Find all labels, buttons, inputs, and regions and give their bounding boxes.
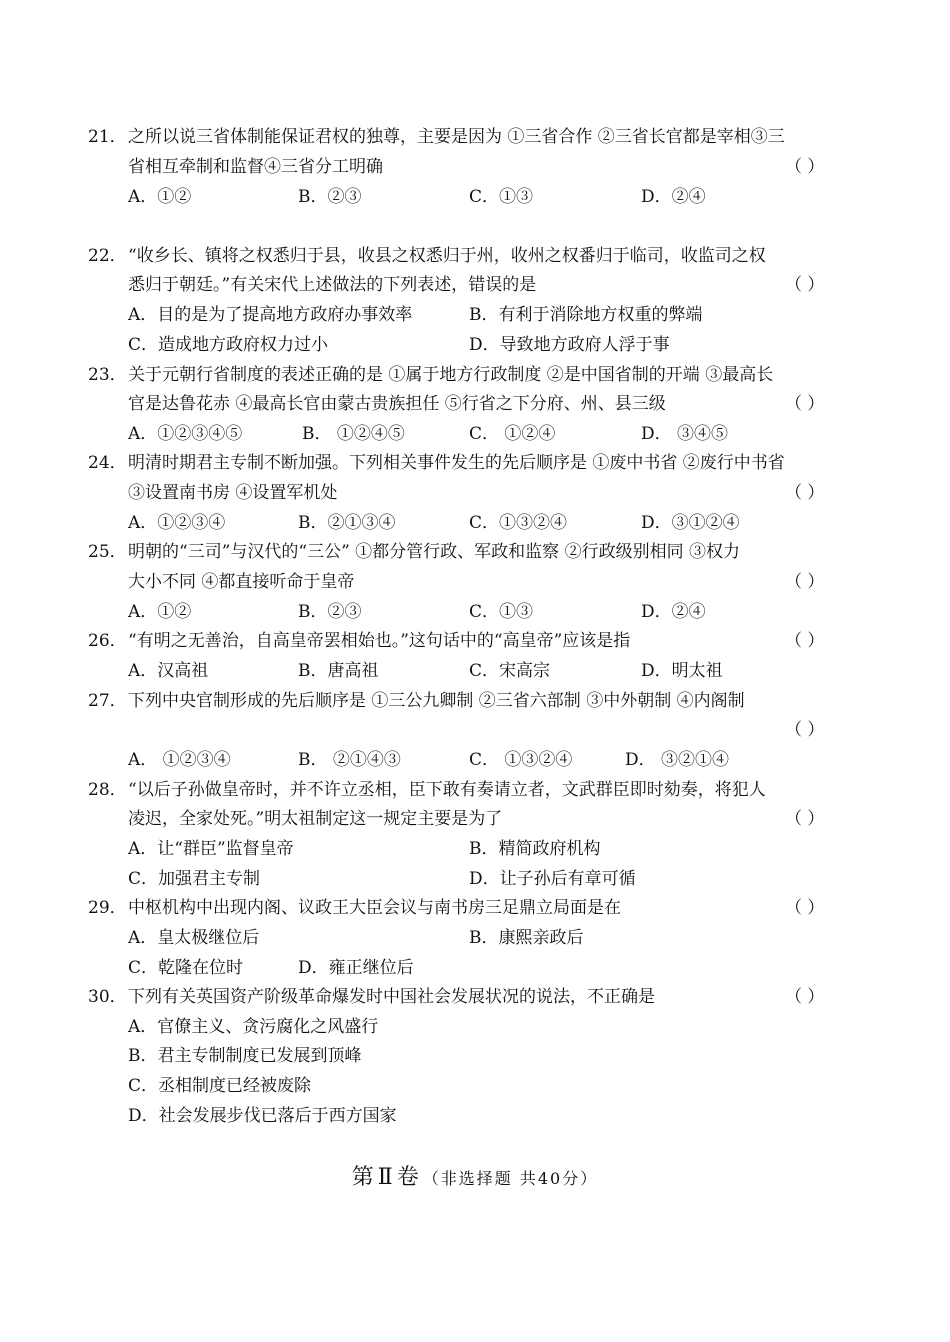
option-c: C．丞相制度已经被废除 [128, 1076, 312, 1096]
question-number: 28． [88, 780, 127, 800]
question-22-line-2 [88, 272, 868, 298]
question-text: 明朝的“三司”与汉代的“三公” ①都分管行政、军政和监察 ②行政级别相同 ③权力 [128, 542, 740, 562]
option-a: A．①② [128, 602, 192, 622]
answer-bracket: （ ） [785, 898, 825, 918]
option-c: C．①③ [469, 602, 534, 622]
section-subtitle: （非选择题 共40分） [422, 1169, 599, 1188]
question-28-line-2 [88, 806, 868, 832]
answer-bracket: （ ） [785, 483, 825, 503]
question-22-options-2 [88, 332, 868, 358]
question-28-options-1 [88, 836, 868, 862]
question-25-options [88, 599, 868, 625]
question-25-line-2 [88, 569, 868, 595]
question-number: 29． [88, 898, 127, 918]
question-29-line-1 [88, 895, 868, 921]
question-text: 明清时期君主专制不断加强。下列相关事件发生的先后顺序是 ①废中书省 ②废行中书省 [128, 453, 785, 473]
option-d: D．雍正继位后 [298, 958, 414, 978]
option-c: C．宋高宗 [469, 661, 551, 681]
question-26-options [88, 658, 868, 684]
section-title: 第Ⅱ卷 [351, 1165, 423, 1190]
question-24-line-2 [88, 480, 868, 506]
option-c: C． ①②④ [469, 424, 556, 444]
option-b: B．②③ [298, 602, 362, 622]
question-text: “有明之无善治，自高皇帝罢相始也。”这句话中的“高皇帝”应该是指 [128, 631, 631, 651]
question-text: 官是达鲁花赤 ④最高长官由蒙古贵族担任 ⑤行省之下分府、州、县三级 [128, 394, 666, 414]
question-21-line-2 [88, 154, 868, 180]
question-text: 凌迟，全家处死。”明太祖制定这一规定主要是为了 [128, 809, 503, 829]
option-c: C． ①③②④ [469, 750, 573, 770]
option-a: A．①②③④ [128, 513, 226, 533]
question-text: 悉归于朝廷。”有关宋代上述做法的下列表述，错误的是 [128, 275, 537, 295]
question-29-options-2 [88, 955, 868, 981]
option-c: C．造成地方政府权力过小 [128, 335, 329, 355]
question-30-option-d [88, 1103, 868, 1129]
option-b: B．②①③④ [298, 513, 396, 533]
question-text: 中枢机构中出现内阁、议政王大臣会议与南书房三足鼎立局面是在 [128, 898, 621, 918]
question-30-line-1 [88, 984, 868, 1010]
answer-bracket: （ ） [785, 987, 825, 1007]
option-b: B．②③ [298, 187, 362, 207]
option-a: A．汉高祖 [128, 661, 209, 681]
question-28-line-1 [88, 777, 868, 803]
answer-bracket: （ ） [785, 275, 825, 295]
option-d: D．让子孙后有章可循 [469, 869, 636, 889]
option-a: A．皇太极继位后 [128, 928, 260, 948]
option-d: D．③①②④ [641, 513, 740, 533]
option-d: D． ③④⑤ [641, 424, 729, 444]
question-30-option-c [88, 1073, 868, 1099]
option-d: D．②④ [641, 187, 706, 207]
question-number: 25． [88, 542, 127, 562]
question-number: 21． [88, 127, 127, 147]
option-c: C．乾隆在位时 [128, 958, 244, 978]
question-24-options [88, 510, 868, 536]
option-b: B．精简政府机构 [469, 839, 601, 859]
question-29-options-1 [88, 925, 868, 951]
option-c: C．①③②④ [469, 513, 568, 533]
answer-bracket: （ ） [785, 631, 825, 651]
option-d: D．明太祖 [641, 661, 723, 681]
option-c: C．①③ [469, 187, 534, 207]
question-23-options [88, 421, 868, 447]
question-text: “收乡长、镇将之权悉归于县，收县之权悉归于州，收州之权番归于临司，收监司之权 [128, 246, 766, 266]
option-a: A．官僚主义、贪污腐化之风盛行 [128, 1017, 379, 1037]
answer-bracket: （ ） [785, 809, 825, 829]
question-number: 26． [88, 631, 127, 651]
question-27-options [88, 747, 868, 773]
option-d: D． ③②①④ [625, 750, 730, 770]
question-number: 24． [88, 453, 127, 473]
option-a: A．目的是为了提高地方政府办事效率 [128, 305, 413, 325]
question-number: 30． [88, 987, 127, 1007]
question-23-line-2 [88, 391, 868, 417]
question-28-options-2 [88, 866, 868, 892]
question-25-line-1 [88, 539, 868, 565]
option-b: B．君主专制制度已发展到顶峰 [128, 1046, 362, 1066]
section-heading [0, 1160, 950, 1191]
option-b: B．有利于消除地方权重的弊端 [469, 305, 703, 325]
answer-bracket: （ ） [785, 157, 825, 177]
question-27-line-1 [88, 688, 868, 714]
option-d: D．社会发展步伐已落后于西方国家 [128, 1106, 397, 1126]
question-27-line-2 [88, 717, 868, 743]
question-24-line-1 [88, 450, 868, 476]
question-text: 省相互牵制和监督④三省分工明确 [128, 157, 383, 177]
answer-bracket: （ ） [785, 720, 825, 740]
question-21-options [88, 184, 868, 210]
question-text: 大小不同 ④都直接听命于皇帝 [128, 572, 355, 592]
question-22-options-1 [88, 302, 868, 328]
question-30-option-a [88, 1014, 868, 1040]
question-text: “以后子孙做皇帝时，并不许立丞相，臣下敢有奏请立者，文武群臣即时劾奏，将犯人 [128, 780, 766, 800]
option-d: D．②④ [641, 602, 706, 622]
option-d: D．导致地方政府人浮于事 [469, 335, 670, 355]
question-text: 关于元朝行省制度的表述正确的是 ①属于地方行政制度 ②是中国省制的开端 ③最高长 [128, 365, 774, 385]
question-number: 22． [88, 246, 127, 266]
question-21-line-1 [88, 124, 868, 150]
option-b: B． ②①④③ [298, 750, 401, 770]
question-text: ③设置南书房 ④设置军机处 [128, 483, 338, 503]
question-number: 27． [88, 691, 127, 711]
option-c: C．加强君主专制 [128, 869, 261, 889]
question-30-option-b [88, 1043, 868, 1069]
option-b: B．唐高祖 [298, 661, 379, 681]
question-22-line-1 [88, 243, 868, 269]
option-a: A． ①②③④ [128, 750, 231, 770]
answer-bracket: （ ） [785, 572, 825, 592]
option-a: A．①②③④⑤ [128, 424, 243, 444]
answer-bracket: （ ） [785, 394, 825, 414]
question-26-line-1 [88, 628, 868, 654]
option-b: B．康熙亲政后 [469, 928, 584, 948]
question-text: 下列有关英国资产阶级革命爆发时中国社会发展状况的说法，不正确是 [128, 987, 655, 1007]
option-a: A．让“群臣”监督皇帝 [128, 839, 294, 859]
question-23-line-1 [88, 362, 868, 388]
question-text: 之所以说三省体制能保证君权的独尊，主要是因为 ①三省合作 ②三省长官都是宰相③三 [128, 127, 785, 147]
question-text: 下列中央官制形成的先后顺序是 ①三公九卿制 ②三省六部制 ③中外朝制 ④内阁制 [128, 691, 745, 711]
option-a: A．①② [128, 187, 192, 207]
option-b: B． ①②④⑤ [302, 424, 405, 444]
question-number: 23． [88, 365, 127, 385]
